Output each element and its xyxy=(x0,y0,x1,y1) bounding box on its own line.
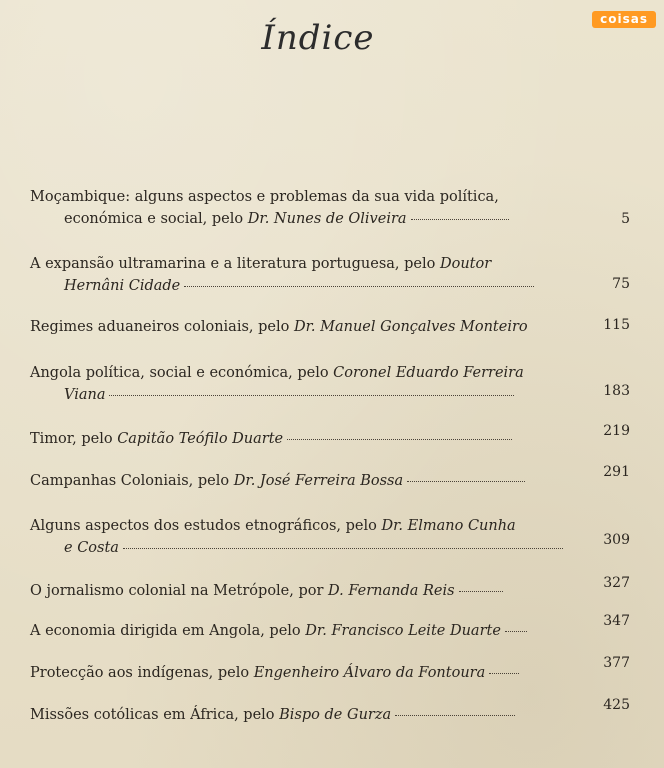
entry-title: Moçambique: alguns aspectos e problemas da sua vida política, xyxy=(30,189,499,205)
toc-entry-expansao xyxy=(30,253,630,297)
entry-line xyxy=(30,537,630,559)
dot-leader xyxy=(109,394,514,396)
entry-line xyxy=(30,384,630,406)
entry-line xyxy=(30,186,630,208)
entry-author-cont: Hernâni Cidade xyxy=(64,278,181,294)
entry-title: A economia dirigida em Angola, pelo xyxy=(30,623,306,639)
entry-author: Bispo de Gurza xyxy=(279,707,392,723)
entry-title: Alguns aspectos dos estudos etnográficos, pelo xyxy=(30,518,382,534)
toc-entry-estudos xyxy=(30,515,630,559)
page-number: 327 xyxy=(603,575,630,591)
entry-line xyxy=(30,704,630,726)
entry-author: Dr. José Ferreira Bossa xyxy=(233,473,404,489)
entry-author: Capitão Teófilo Duarte xyxy=(117,431,284,447)
entry-author: Engenheiro Álvaro da Fontoura xyxy=(253,665,486,681)
entry-title: Protecção aos indígenas, pelo xyxy=(30,665,254,681)
entry-author-cont: Viana xyxy=(64,387,106,403)
entry-author: Dr. Nunes de Oliveira xyxy=(247,211,407,227)
entry-title-cont: económica e social, pelo xyxy=(64,211,248,227)
page-title xyxy=(0,18,664,58)
dot-leader xyxy=(411,218,509,220)
entry-author: Coronel Eduardo Ferreira xyxy=(333,365,524,381)
entry-line xyxy=(30,662,630,684)
page-number: 291 xyxy=(603,464,630,480)
toc-entry-timor xyxy=(30,423,630,450)
toc-entry-missoes xyxy=(30,697,630,726)
dot-leader xyxy=(459,590,503,592)
entry-title: Campanhas Coloniais, pelo xyxy=(30,473,234,489)
entry-line xyxy=(30,253,630,275)
page-number: 219 xyxy=(603,423,630,439)
entry-author: Doutor xyxy=(439,256,492,272)
entry-author: Dr. Francisco Leite Duarte xyxy=(305,623,501,639)
toc-entry-mocambique xyxy=(30,186,630,230)
entry-line xyxy=(30,580,630,602)
page-number: 347 xyxy=(603,613,630,629)
page-number: 75 xyxy=(612,276,630,292)
entry-line xyxy=(30,362,630,384)
entry-title: O jornalismo colonial na Metrópole, por xyxy=(30,583,329,599)
entry-line xyxy=(30,428,630,450)
page-number: 183 xyxy=(603,383,630,399)
entry-title: Missões cotólicas em África, pelo xyxy=(30,707,280,723)
entry-line xyxy=(30,620,630,642)
entry-title: Timor, pelo xyxy=(30,431,118,447)
entry-line xyxy=(30,515,630,537)
page-number: 425 xyxy=(603,697,630,713)
entry-line xyxy=(30,470,630,492)
dot-leader xyxy=(123,547,563,549)
dot-leader xyxy=(184,285,534,287)
dot-leader xyxy=(287,438,512,440)
entry-line xyxy=(30,275,630,297)
entry-author: Dr. Elmano Cunha xyxy=(381,518,516,534)
entry-line xyxy=(30,208,630,230)
entry-author-cont: e Costa xyxy=(64,540,119,556)
page-number: 5 xyxy=(621,211,630,227)
page-number: 115 xyxy=(603,317,630,333)
dot-leader xyxy=(407,480,525,482)
entry-title: Regimes aduaneiros coloniais, pelo xyxy=(30,319,294,335)
toc-entry-proteccao xyxy=(30,655,630,684)
page-number: 309 xyxy=(603,532,630,548)
toc-entry-regimes xyxy=(30,316,630,338)
watermark-logo: coisas xyxy=(592,11,656,28)
toc-entry-jornalismo xyxy=(30,575,630,602)
toc-entry-campanhas xyxy=(30,464,630,492)
toc-entry-angola xyxy=(30,362,630,406)
entry-title: Angola política, social e económica, pelo xyxy=(30,365,334,381)
dot-leader xyxy=(505,630,527,632)
toc-entry-economia xyxy=(30,613,630,642)
entry-author: D. Fernanda Reis xyxy=(328,583,455,599)
entry-title: A expansão ultramarina e a literatura portuguesa, pelo xyxy=(30,256,440,272)
dot-leader xyxy=(489,672,519,674)
page-number: 377 xyxy=(603,655,630,671)
entry-line xyxy=(30,316,630,338)
page-title-text: Índice xyxy=(261,18,375,58)
dot-leader xyxy=(395,714,515,716)
entry-author: Dr. Manuel Gonçalves Monteiro xyxy=(293,319,528,335)
